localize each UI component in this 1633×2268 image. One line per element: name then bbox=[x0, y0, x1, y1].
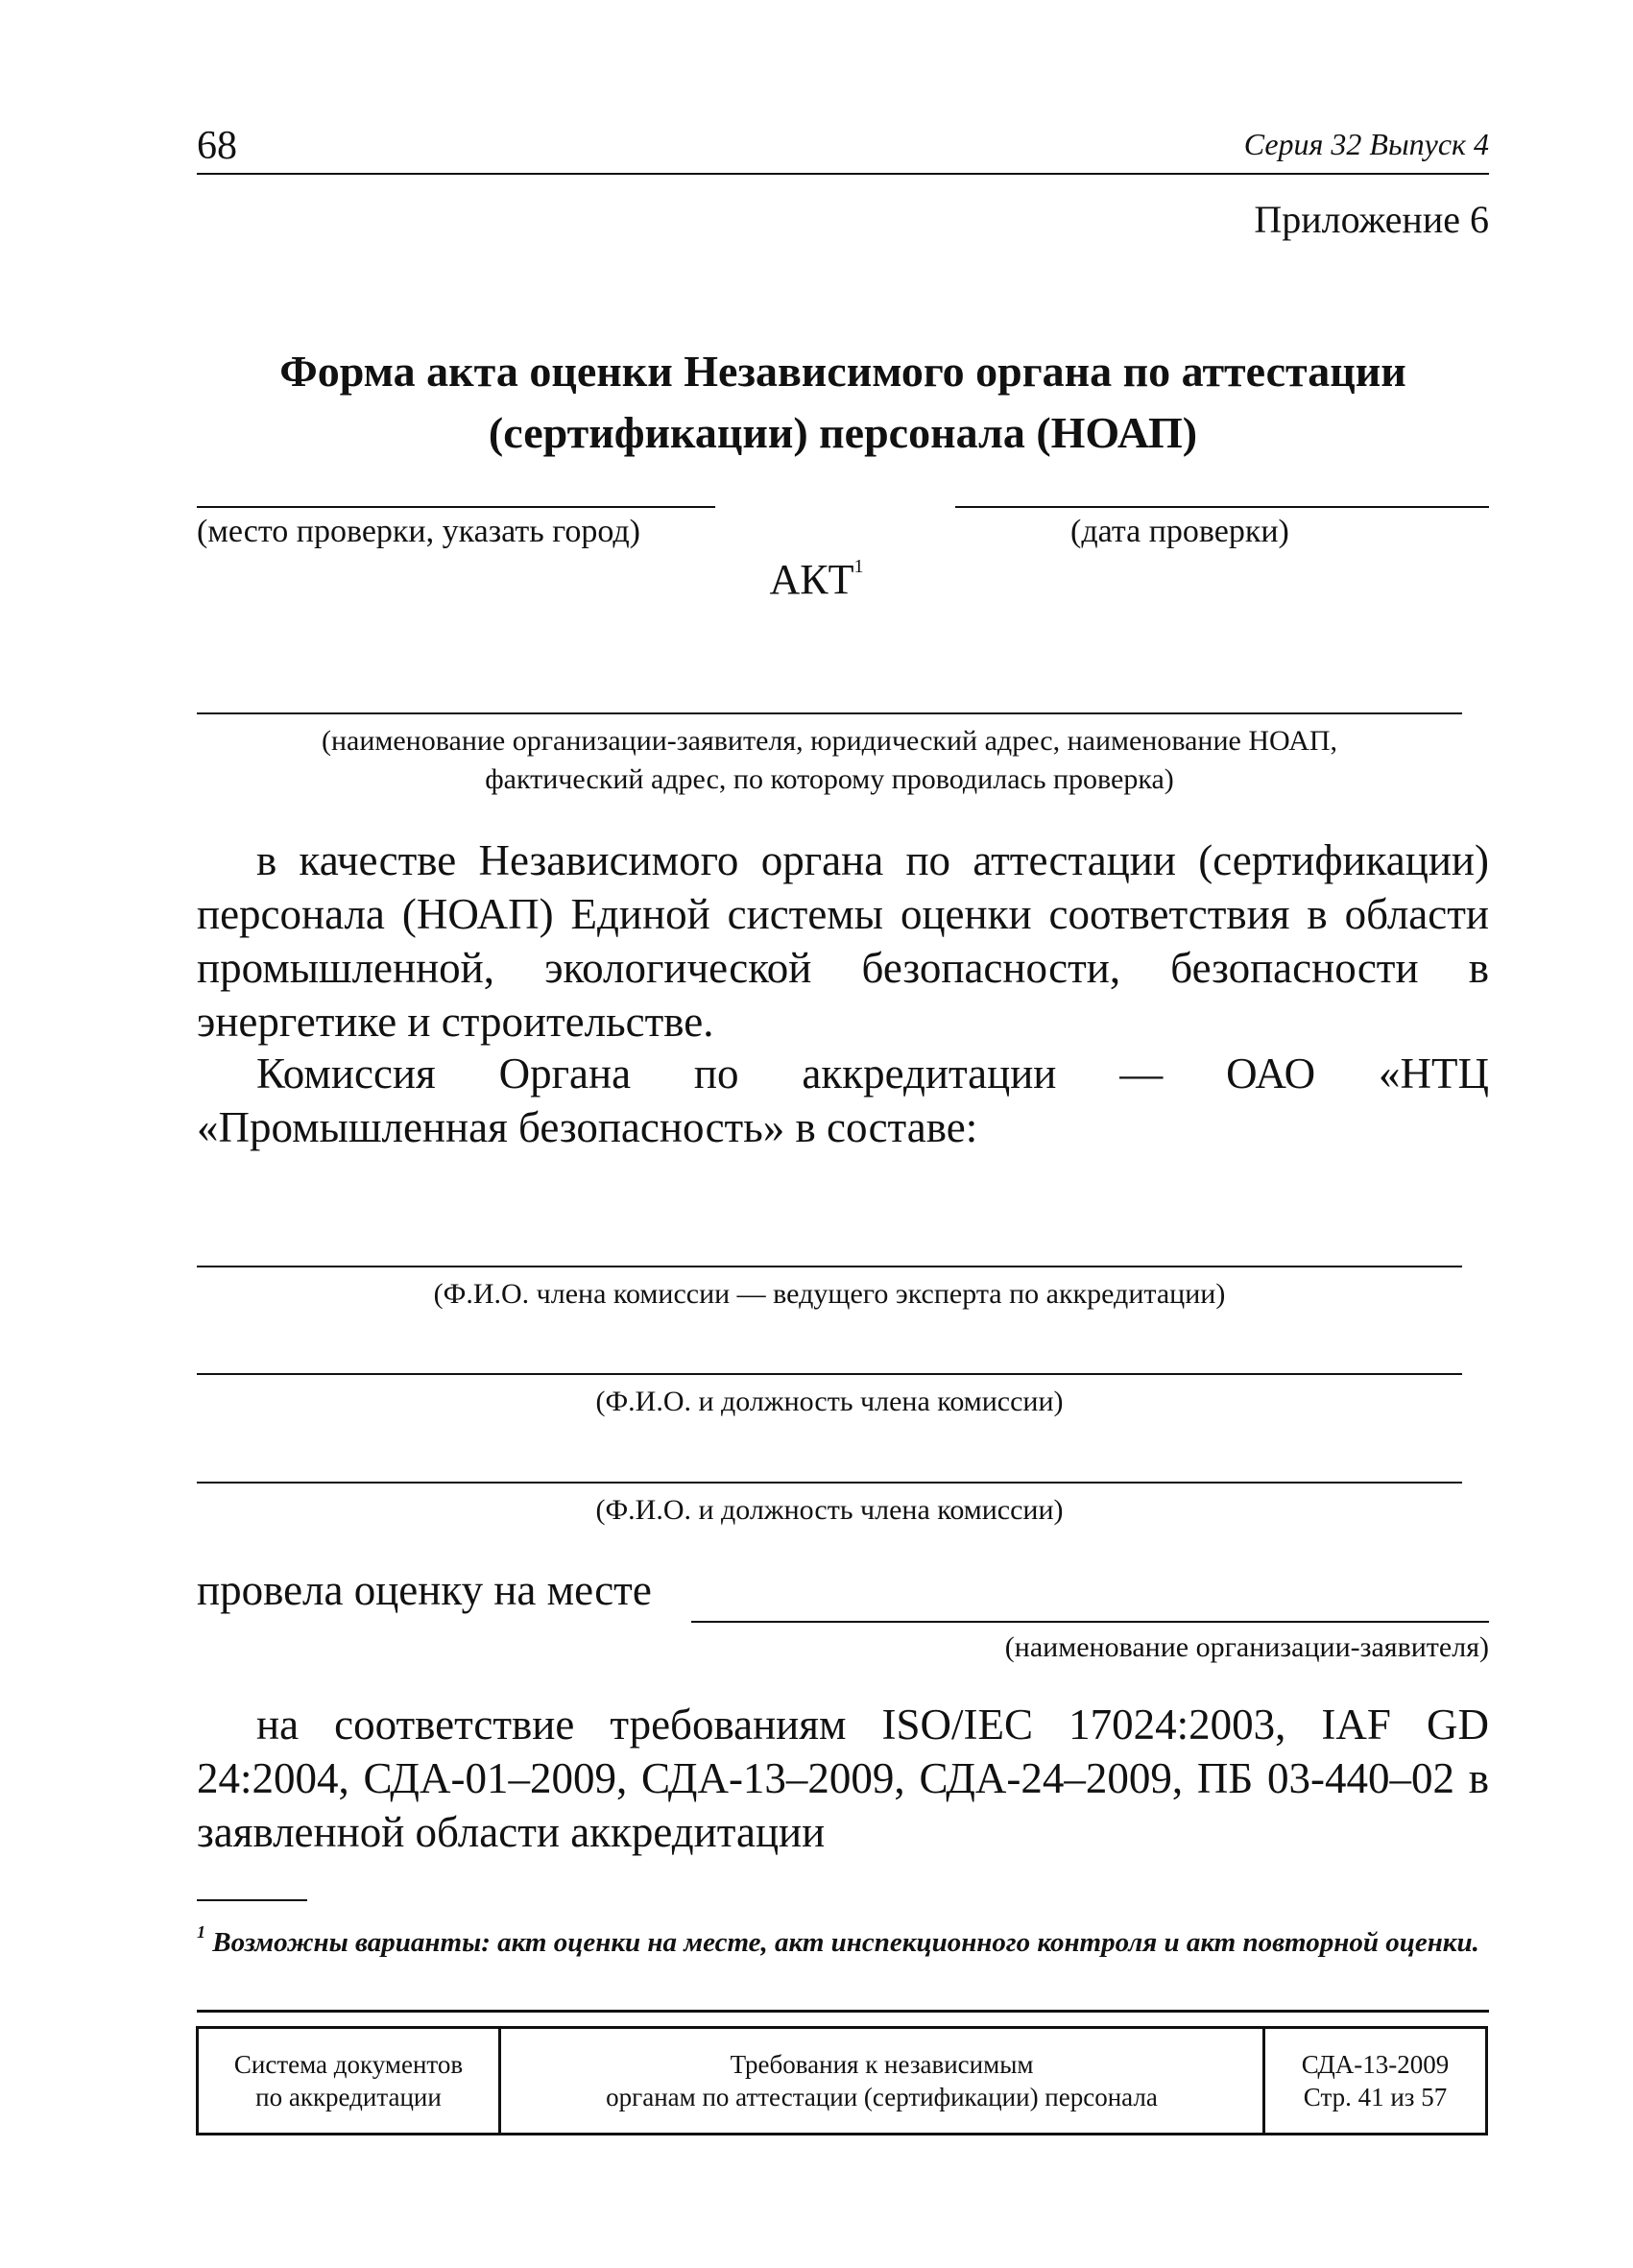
organization-caption-line2: фактический адрес, по которому проводилась проверка) bbox=[485, 763, 1174, 795]
akt-label: АКТ bbox=[769, 556, 854, 603]
form-title-line1: Форма акта оценки Независимого органа по аттестации bbox=[279, 347, 1406, 396]
form-title-line2: (сертификации) персонала (НОАП) bbox=[488, 408, 1198, 457]
date-blank-line[interactable] bbox=[955, 506, 1489, 508]
akt-heading bbox=[0, 555, 1633, 604]
organization-blank-line[interactable] bbox=[197, 712, 1462, 714]
akt-footnote-mark: 1 bbox=[853, 556, 864, 577]
onsite-label: провела оценку на месте bbox=[197, 1566, 652, 1614]
lead-expert-caption: (Ф.И.О. члена комиссии — ведущего эксперта по аккредитации) bbox=[433, 1278, 1226, 1310]
lead-expert-blank-line[interactable] bbox=[197, 1266, 1462, 1267]
applicant-blank-line[interactable] bbox=[691, 1621, 1489, 1623]
appendix-label: Приложение 6 bbox=[1254, 198, 1489, 241]
footer-system-line1: Система документов bbox=[233, 2050, 464, 2079]
footnote-mark: 1 bbox=[197, 1922, 205, 1942]
member2-caption: (Ф.И.О. и должность члена комиссии) bbox=[595, 1494, 1064, 1526]
footer-title-line1: Требования к независимым bbox=[730, 2050, 1034, 2079]
paragraph-capacity: в качестве Независимого органа по аттестации (сертификации) персонала (НОАП) Единой системы оценки соответствия в области промышленной, экологической безопасности, безопасности в энергетике и строительстве. bbox=[197, 836, 1489, 1046]
footer-rule bbox=[197, 2010, 1489, 2013]
form-title bbox=[197, 341, 1489, 464]
member2-blank-line[interactable] bbox=[197, 1482, 1462, 1484]
footnote-rule bbox=[197, 1899, 307, 1901]
footnote-text: Возможны варианты: акт оценки на месте, акт инспекционного контроля и акт повторной оценки. bbox=[212, 1927, 1479, 1958]
paragraph-requirements: на соответствие требованиям ISO/IEC 17024:2003, IAF GD 24:2004, СДА-01–2009, СДА-13–2009, СДА-24–2009, ПБ 03-440–02 в заявленной области аккредитации bbox=[197, 1701, 1489, 1856]
organization-caption-line1: (наименование организации-заявителя, юридический адрес, наименование НОАП, bbox=[321, 725, 1338, 757]
footer-doc-code: СДА-13-2009 bbox=[1301, 2050, 1450, 2079]
footer-title-cell bbox=[501, 2029, 1265, 2133]
page-number: 68 bbox=[197, 124, 237, 168]
place-caption: (место проверки, указать город) bbox=[197, 514, 640, 549]
member1-blank-line[interactable] bbox=[197, 1373, 1462, 1375]
header-rule bbox=[197, 173, 1489, 175]
organization-caption bbox=[197, 722, 1462, 799]
place-blank-line[interactable] bbox=[197, 506, 715, 508]
footer-system-line2: по аккредитации bbox=[255, 2083, 442, 2111]
date-caption: (дата проверки) bbox=[1070, 514, 1289, 549]
footnote bbox=[197, 1911, 1489, 1964]
footer-title-line2: органам по аттестации (сертификации) персонала bbox=[606, 2083, 1158, 2111]
footer-table bbox=[196, 2026, 1488, 2135]
applicant-caption: (наименование организации-заявителя) bbox=[1004, 1631, 1489, 1663]
footer-system-cell bbox=[199, 2029, 501, 2133]
footer-page-info: Стр. 41 из 57 bbox=[1303, 2083, 1448, 2111]
footer-doc-cell bbox=[1265, 2029, 1485, 2133]
series-label: Серия 32 Выпуск 4 bbox=[1243, 127, 1489, 161]
paragraph-commission: Комиссия Органа по аккредитации — ОАО «НТЦ «Промышленная безопасность» в составе: bbox=[197, 1050, 1489, 1151]
member1-caption: (Ф.И.О. и должность члена комиссии) bbox=[595, 1386, 1064, 1417]
